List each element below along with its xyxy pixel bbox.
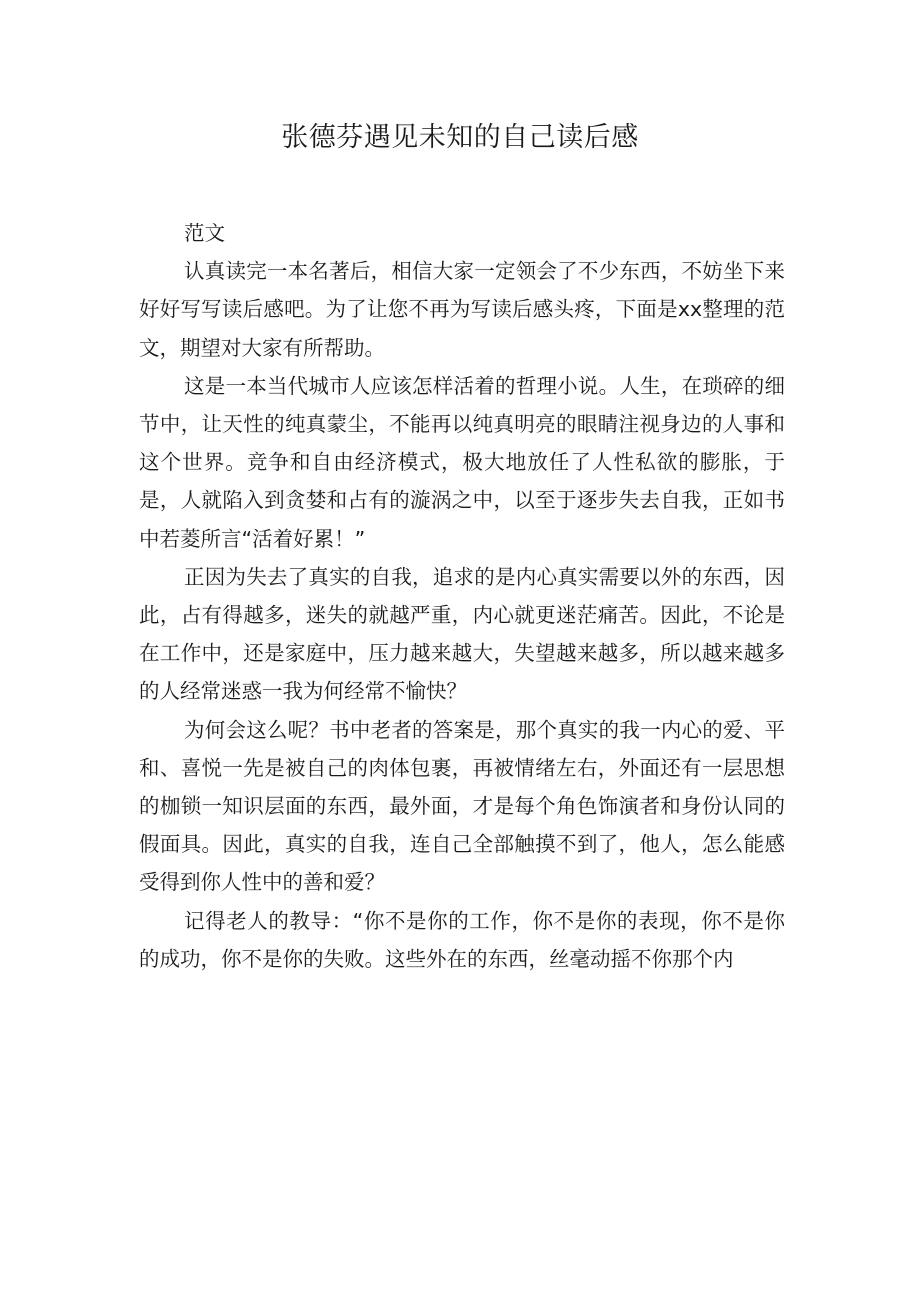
document-body [139,214,785,978]
paragraph-urban-life: 这是一本当代城市人应该怎样活着的哲理小说。人生，在琐碎的细节中，让天性的纯真蒙尘，不能再以纯真明亮的眼睛注视身边的人事和这个世界。竞争和自由经济模式，极大地放任了人性私欲的膨胀，于是，人就陷入到贪婪和占有的漩涡之中，以至于逐步失去自我，正如书中若菱所言“活着好累！” [139,373,785,551]
paragraph-teaching: 记得老人的教导：“你不是你的工作，你不是你的表现，你不是你的成功，你不是你的失败。这些外在的东西，丝毫动摇不你那个内 [139,908,785,971]
paragraph-label-fanwen: 范文 [184,221,225,245]
document-title: 张德芬遇见未知的自己读后感 [281,122,639,153]
paragraph-intro: 认真读完一本名著后，相信大家一定领会了不少东西，不妨坐下来好好写写读后感吧。为了让您不再为写读后感头疼，下面是xx整理的范文，期望对大家有所帮助。 [139,259,785,360]
paragraph-true-self: 为何会这么呢？书中老者的答案是，那个真实的我一内心的爱、平和、喜悦一先是被自己的肉体包裹，再被情绪左右，外面还有一层思想的枷锁一知识层面的东西，最外面，才是每个角色饰演者和身份认同的假面具。因此，真实的自我，连自己全部触摸不到了，他人，怎么能感受得到你人性中的善和爱？ [139,717,785,895]
paragraph-lost-self: 正因为失去了真实的自我，追求的是内心真实需要以外的东西，因此，占有得越多，迷失的就越严重，内心就更迷茫痛苦。因此，不论是在工作中，还是家庭中，压力越来越大，失望越来越多，所以越来越多的人经常迷惑一我为何经常不愉快？ [139,564,785,704]
